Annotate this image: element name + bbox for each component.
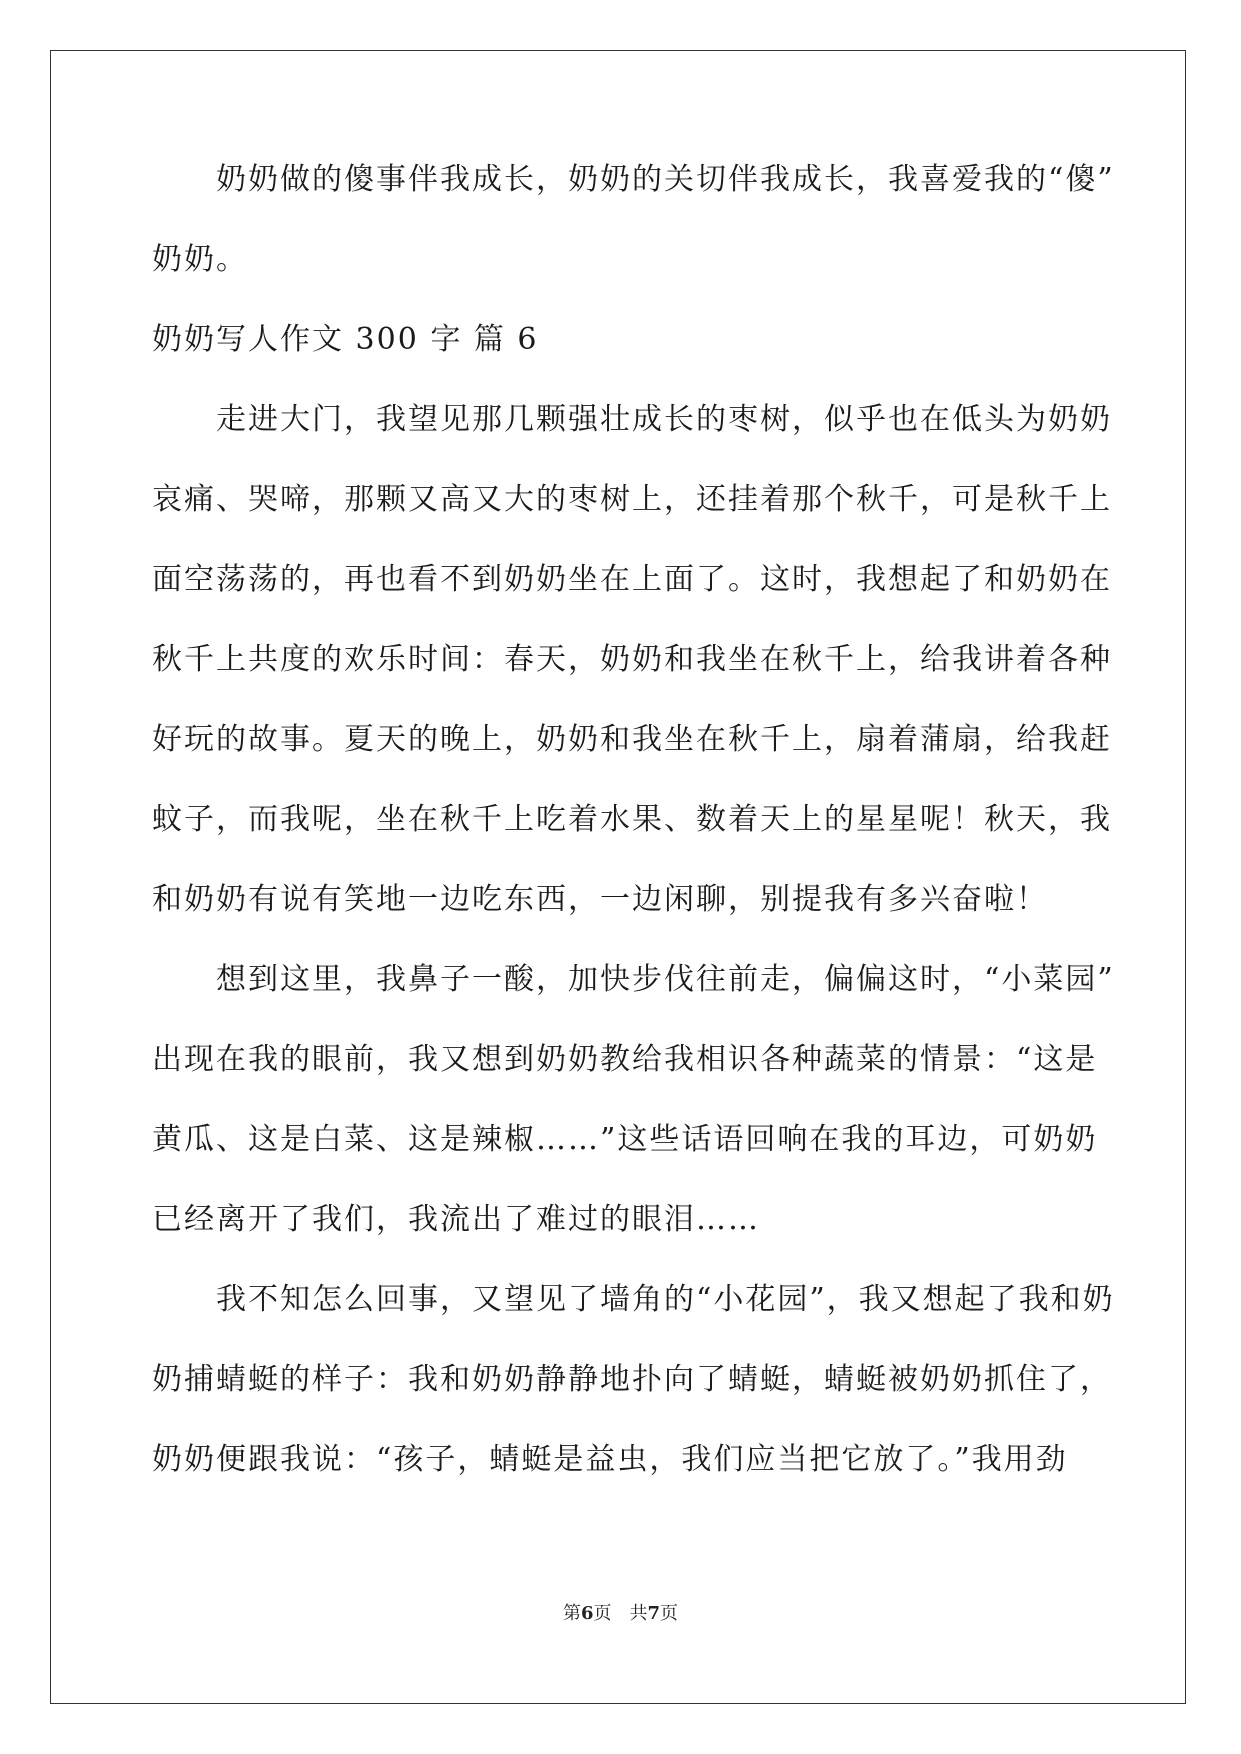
paragraph-line: 奶奶做的傻事伴我成长，奶奶的关切伴我成长，我喜爱我的“傻” — [152, 162, 1115, 197]
total-prefix: 共 — [629, 1603, 648, 1624]
paragraph-line: 走进大门，我望见那几颗强壮成长的枣树，似乎也在低头为奶奶 — [152, 402, 1112, 437]
page-number-current: 6 — [580, 1603, 594, 1624]
paragraph-line: 哀痛、哭啼，那颗又高又大的枣树上，还挂着那个秋千，可是秋千上 — [152, 482, 1112, 517]
paragraph-line: 好玩的故事。夏天的晚上，奶奶和我坐在秋千上，扇着蒲扇，给我赶 — [152, 722, 1112, 757]
paragraph-line: 奶奶。 — [152, 242, 248, 277]
paragraph-line: 奶捕蜻蜓的样子：我和奶奶静静地扑向了蜻蜓，蜻蜓被奶奶抓住了， — [152, 1362, 1112, 1397]
page-prefix: 第 — [562, 1603, 581, 1624]
paragraph-line: 我不知怎么回事，又望见了墙角的“小花园”，我又想起了我和奶 — [152, 1282, 1115, 1317]
page-number-total: 7 — [647, 1603, 661, 1624]
paragraph-line: 面空荡荡的，再也看不到奶奶坐在上面了。这时，我想起了和奶奶在 — [152, 562, 1112, 597]
paragraph-line: 出现在我的眼前，我又想到奶奶教给我相识各种蔬菜的情景：“这是 — [152, 1042, 1098, 1077]
paragraph-line: 蚊子，而我呢，坐在秋千上吃着水果、数着天上的星星呢！秋天，我 — [152, 802, 1112, 837]
page-unit: 页 — [593, 1603, 612, 1624]
paragraph-line: 秋千上共度的欢乐时间：春天，奶奶和我坐在秋千上，给我讲着各种 — [152, 642, 1112, 677]
section-heading: 奶奶写人作文 300 字 篇 6 — [152, 322, 539, 357]
paragraph-line: 已经离开了我们，我流出了难过的眼泪…… — [152, 1202, 760, 1237]
total-unit: 页 — [660, 1603, 679, 1624]
paragraph-line: 黄瓜、这是白菜、这是辣椒……”这些话语回响在我的耳边，可奶奶 — [152, 1122, 1098, 1157]
paragraph-line: 想到这里，我鼻子一酸，加快步伐往前走，偏偏这时，“小菜园” — [152, 962, 1115, 997]
paragraph-line: 和奶奶有说有笑地一边吃东西，一边闲聊，别提我有多兴奋啦！ — [152, 882, 1048, 917]
paragraph-line: 奶奶便跟我说：“孩子，蜻蜓是益虫，我们应当把它放了。”我用劲 — [152, 1442, 1068, 1477]
page-footer — [0, 1602, 1241, 1626]
